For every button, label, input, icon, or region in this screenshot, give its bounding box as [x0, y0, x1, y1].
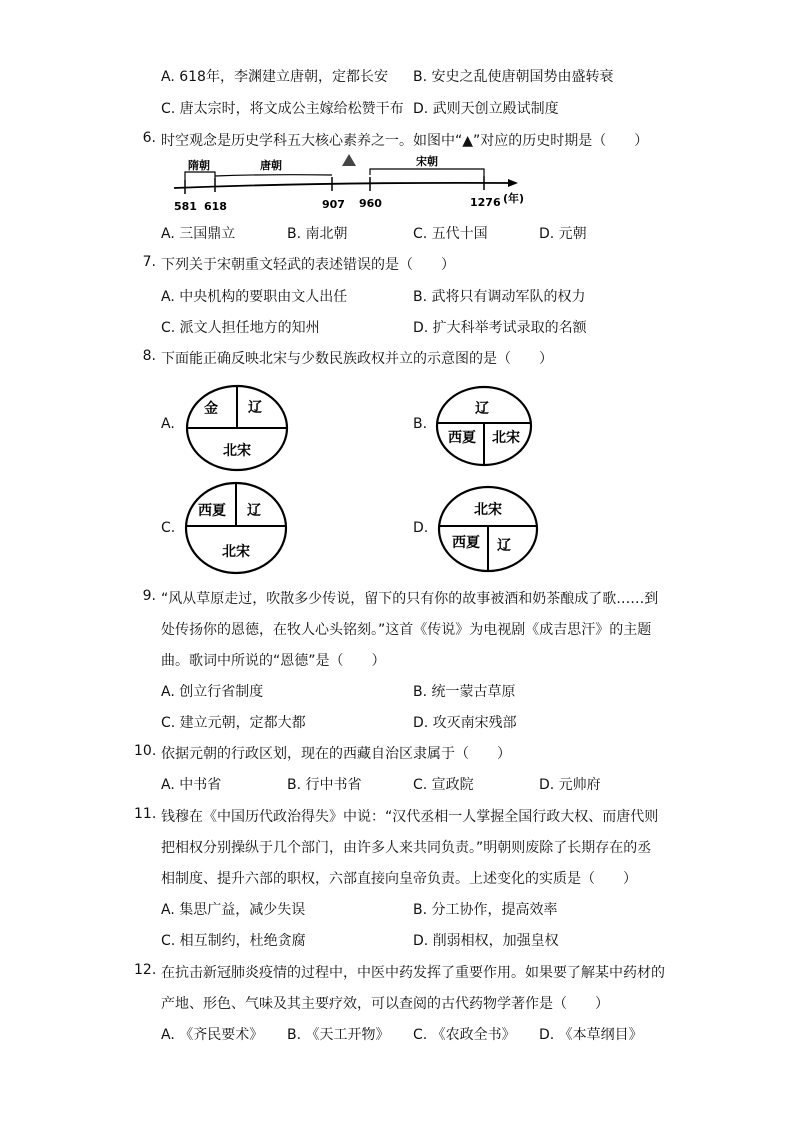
q9-option-c: C. 建立元朝，定都大都	[161, 715, 306, 731]
sui-bracket	[185, 172, 215, 180]
q5-option-a: A. 618年，李渊建立唐朝，定都长安	[161, 69, 388, 85]
q10-stem: 依据元朝的行政区划，现在的西藏自治区隶属于（ ）	[161, 746, 511, 762]
q11-line-2: 把相权分别操纵于几个部门，由许多人来共同负责。”明朝则废除了长期存在的丞	[161, 840, 652, 856]
diag-a-beisong: 北宋	[223, 443, 251, 459]
q11-option-a: A. 集思广益，减少失误	[161, 902, 306, 918]
q12-line-2: 产地、形色、气味及其主要疗效，可以查阅的古代药物学著作是（ ）	[161, 996, 609, 1012]
q5-option-b: B. 安史之乱使唐朝国势由盛转衰	[413, 69, 614, 85]
q6-option-a: A. 三国鼎立	[161, 226, 236, 242]
q12-option-c: C. 《农政全书》	[413, 1027, 516, 1043]
q11-line-1: 钱穆在《中国历代政治得失》中说：“汉代丞相一人掌握全国行政大权、而唐代则	[161, 809, 659, 825]
q6-number: 6.	[142, 130, 156, 146]
q10-option-a: A. 中书省	[161, 777, 222, 793]
q8-option-b: B.	[413, 416, 428, 432]
q8-option-d: D.	[413, 520, 429, 536]
diag-b-liao: 辽	[475, 401, 489, 417]
label-tang: 唐朝	[260, 159, 282, 172]
q10-option-c: C. 宣政院	[413, 777, 474, 793]
triangle-marker-icon	[342, 154, 356, 166]
song-bracket	[370, 169, 484, 176]
q7-stem: 下列关于宋朝重文轻武的表述错误的是（ ）	[161, 257, 455, 273]
q7-number: 7.	[142, 254, 156, 270]
q7-option-d: D. 扩大科举考试录取的名额	[413, 320, 587, 336]
axis-unit: (年)	[503, 192, 525, 205]
q8-number: 8.	[142, 348, 156, 364]
diag-b-beisong: 北宋	[492, 430, 520, 446]
q11-option-b: B. 分工协作，提高效率	[413, 902, 558, 918]
q9-line-1: “风从草原走过，吹散多少传说，留下的只有你的故事被酒和奶茶酿成了歌……到	[161, 591, 659, 607]
q8-option-c: C.	[161, 520, 176, 536]
q6-option-b: B. 南北朝	[287, 226, 348, 242]
q10-option-d: D. 元帅府	[539, 777, 601, 793]
tick-581: 581	[174, 200, 197, 213]
q9-number: 9.	[142, 588, 156, 604]
q6-timeline	[170, 150, 540, 215]
q8-diagram-c	[184, 480, 290, 576]
q12-option-b: B. 《天工开物》	[287, 1027, 390, 1043]
diag-d-beisong: 北宋	[474, 502, 502, 518]
q8-diagram-b	[434, 384, 534, 468]
q8-diagram-a	[185, 384, 291, 474]
diag-d-xixia: 西夏	[452, 535, 480, 551]
q5-option-d: D. 武则天创立殿试制度	[413, 101, 559, 117]
q8-stem: 下面能正确反映北宋与少数民族政权并立的示意图的是（ ）	[161, 351, 553, 367]
q12-option-d: D. 《本草纲目》	[539, 1027, 643, 1043]
diag-c-liao: 辽	[247, 503, 261, 519]
tick-907: 907	[322, 198, 345, 211]
q6-option-d: D. 元朝	[539, 226, 587, 242]
q7-option-c: C. 派文人担任地方的知州	[161, 320, 320, 336]
q10-number: 10.	[134, 743, 157, 759]
diag-c-beisong: 北宋	[222, 544, 250, 560]
tick-1276: 1276	[470, 196, 501, 209]
diag-b-xixia: 西夏	[448, 430, 476, 446]
q9-option-b: B. 统一蒙古草原	[413, 684, 516, 700]
timeline-arrow-icon	[508, 179, 518, 187]
tang-bracket	[215, 175, 332, 176]
q9-option-d: D. 攻灭南宋残部	[413, 715, 517, 731]
q11-option-d: D. 削弱相权，加强皇权	[413, 933, 559, 949]
q7-option-b: B. 武将只有调动军队的权力	[413, 289, 586, 305]
label-sui: 隋朝	[188, 159, 210, 172]
q9-line-3: 曲。歌词中所说的“恩德”是（ ）	[161, 653, 386, 669]
q12-number: 12.	[134, 962, 157, 978]
tick-618: 618	[204, 200, 227, 213]
q5-option-c: C. 唐太宗时，将文成公主嫁给松赞干布	[161, 101, 404, 117]
timeline-axis	[174, 183, 510, 188]
q6-option-c: C. 五代十国	[413, 226, 488, 242]
diag-c-xixia: 西夏	[198, 503, 226, 519]
q11-line-3: 相制度、提升六部的职权，六部直接向皇帝负责。上述变化的实质是（ ）	[161, 871, 637, 887]
q11-option-c: C. 相互制约，杜绝贪腐	[161, 933, 306, 949]
q6-stem: 时空观念是历史学科五大核心素养之一。如图中“▲”对应的历史时期是（ ）	[161, 133, 649, 149]
diag-d-liao: 辽	[497, 538, 511, 554]
diag-a-jin: 金	[204, 401, 218, 417]
tick-960: 960	[359, 197, 382, 210]
q9-line-2: 处传扬你的恩德，在牧人心头铭刻。”这首《传说》为电视剧《成吉思汗》的主题	[161, 622, 652, 638]
q8-option-a: A.	[161, 416, 175, 432]
q9-option-a: A. 创立行省制度	[161, 684, 264, 700]
q7-option-a: A. 中央机构的要职由文人出任	[161, 289, 348, 305]
q11-number: 11.	[134, 806, 157, 822]
q8-diagram-d	[436, 484, 540, 574]
q10-option-b: B. 行中书省	[287, 777, 362, 793]
diag-a-liao: 辽	[248, 400, 262, 416]
q12-option-a: A. 《齐民要术》	[161, 1027, 264, 1043]
label-song: 宋朝	[416, 155, 438, 168]
q12-line-1: 在抗击新冠肺炎疫情的过程中，中医中药发挥了重要作用。如果要了解某中药材的	[161, 965, 665, 981]
